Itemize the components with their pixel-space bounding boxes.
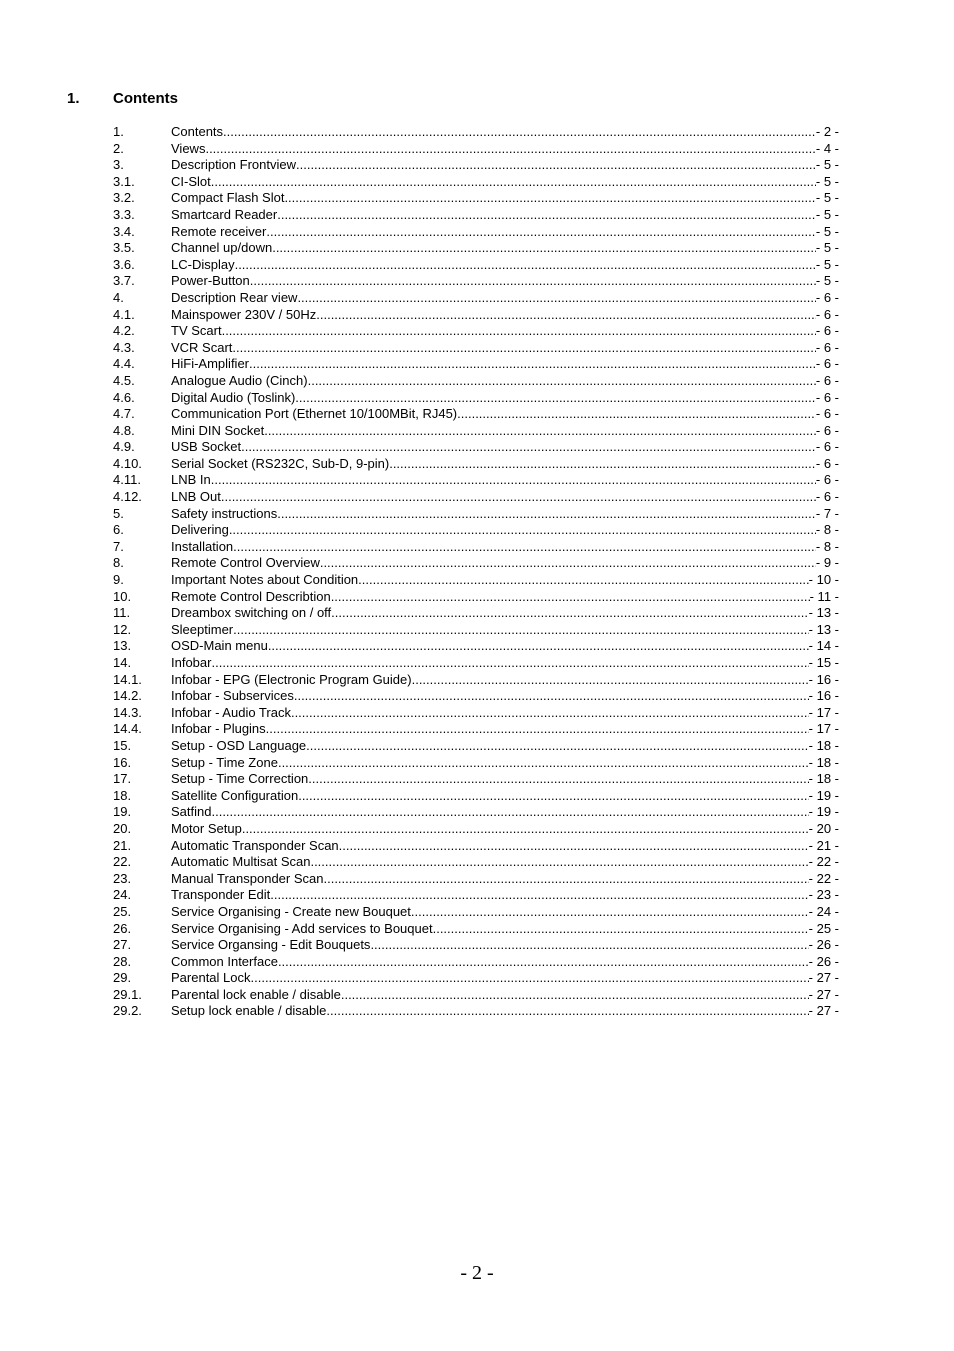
dot-leader (211, 174, 816, 191)
toc-entry-page: - 13 - (808, 621, 839, 637)
toc-entry-number: 3.1. (113, 173, 135, 189)
toc-entry-title: Service Organising - Add services to Bouquet (171, 920, 433, 936)
toc-entry[interactable] (113, 605, 839, 622)
toc-entry[interactable] (113, 838, 839, 855)
toc-entry-number: 3.5. (113, 240, 135, 256)
toc-entry-number: 17. (113, 771, 132, 787)
dot-leader (266, 224, 816, 241)
dot-leader (242, 821, 809, 838)
toc-entry[interactable] (113, 688, 839, 705)
dot-leader (268, 638, 809, 655)
dot-leader (412, 672, 809, 689)
toc-entry-number: 15. (113, 737, 132, 753)
toc-entry[interactable] (113, 273, 839, 290)
toc-entry-title: Mini DIN Socket (171, 422, 265, 438)
toc-entry-number: 29. (113, 970, 132, 986)
page-number: - 2 - (460, 1262, 494, 1284)
toc-entry-title: Digital Audio (Toslink) (171, 389, 296, 405)
toc-entry-number: 4.12. (113, 489, 142, 505)
toc-entry-title: Description Rear view (171, 289, 298, 305)
toc-entry-page: - 14 - (808, 638, 839, 654)
dot-leader (323, 871, 808, 888)
toc-entry-page: - 18 - (808, 737, 839, 753)
dot-leader (223, 124, 816, 141)
toc-entry-page: - 22 - (808, 854, 839, 870)
dot-leader (341, 987, 809, 1004)
toc-entry-number: 7. (113, 538, 124, 554)
toc-entry-number: 14. (113, 655, 132, 670)
toc-entry-title: Sleeptimer (171, 621, 234, 637)
toc-entry-page: - 6 - (815, 389, 839, 405)
toc-entry-title: Infobar - Subservices (171, 688, 294, 704)
toc-entry[interactable] (113, 788, 839, 805)
dot-leader (249, 356, 816, 373)
toc-entry[interactable] (113, 572, 839, 589)
toc-entry[interactable] (113, 257, 839, 274)
toc-entry-page: - 5 - (815, 173, 839, 189)
toc-entry[interactable] (113, 489, 839, 506)
toc-entry-title: Communication Port (Ethernet 10/100MBit, RJ45) (171, 406, 458, 422)
toc-entry-number: 11. (113, 605, 131, 621)
toc-entry-page: - 17 - (808, 704, 839, 720)
toc-entry[interactable] (113, 638, 839, 655)
toc-entry-page: - 6 - (815, 356, 839, 372)
toc-entry-number: 21. (113, 837, 132, 853)
toc-entry-title: CI-Slot (171, 173, 211, 189)
toc-entry[interactable] (113, 307, 839, 324)
toc-entry-title: Serial Socket (RS232C, Sub-D, 9-pin) (171, 455, 390, 471)
toc-entry-number: 4.2. (113, 323, 135, 339)
toc-entry-title: Parental lock enable / disable (171, 986, 341, 1002)
toc-entry[interactable] (113, 174, 839, 191)
toc-entry-page: - 26 - (808, 937, 839, 953)
toc-entry-page: - 7 - (815, 505, 839, 521)
toc-entry[interactable] (113, 190, 839, 207)
toc-entry-page: - 5 - (815, 273, 839, 289)
dot-leader (278, 954, 809, 971)
toc-entry-page: - 6 - (815, 472, 839, 488)
toc-entry-title: USB Socket (171, 439, 242, 455)
toc-entry-page: - 13 - (808, 605, 839, 621)
toc-entry-title: Infobar (171, 655, 212, 670)
toc-entry[interactable] (113, 472, 839, 489)
toc-entry-page: - 8 - (815, 522, 839, 538)
toc-entry-title: Safety instructions (171, 505, 278, 521)
toc-entry-title: Infobar - Plugins (171, 721, 266, 737)
toc-entry-page: - 16 - (808, 688, 839, 704)
toc-entry[interactable] (113, 390, 839, 407)
toc-entry[interactable] (113, 356, 839, 373)
dot-leader (266, 721, 809, 738)
toc-entry-page: - 4 - (815, 140, 839, 156)
dot-leader (235, 257, 816, 274)
toc-entry[interactable] (113, 323, 839, 340)
toc-entry-page: - 24 - (808, 903, 839, 919)
toc-entry[interactable] (113, 804, 839, 821)
dot-leader (205, 141, 815, 158)
toc-entry-number: 3.2. (113, 190, 135, 206)
toc-entry-number: 14.3. (113, 704, 142, 720)
toc-entry-number: 2. (113, 140, 124, 156)
toc-entry-number: 10. (113, 588, 132, 604)
toc-entry-title: Description Frontview (171, 157, 296, 173)
toc-entry-title: Contents (171, 124, 224, 139)
toc-entry-number: 28. (113, 953, 132, 969)
toc-entry-number: 26. (113, 920, 132, 936)
toc-entry-number: 3.7. (113, 273, 135, 289)
toc-entry-page: - 6 - (815, 439, 839, 455)
toc-entry[interactable] (113, 373, 839, 390)
toc-entry[interactable] (113, 124, 839, 141)
dot-leader (457, 406, 816, 423)
toc-entry-title: VCR Scart (171, 339, 233, 355)
toc-entry-title: Motor Setup (171, 820, 242, 836)
toc-entry[interactable] (113, 539, 839, 556)
toc-entry-number: 4.1. (113, 306, 135, 322)
toc-entry-page: - 9 - (815, 555, 839, 571)
toc-entry[interactable] (113, 755, 839, 772)
toc-entry-title: Installation (171, 538, 234, 554)
toc-entry-title: Parental Lock (171, 970, 251, 986)
toc-entry-number: 4.11. (113, 472, 141, 488)
toc-entry-title: Transponder Edit (171, 887, 271, 903)
toc-entry-title: HiFi-Amplifier (171, 356, 249, 372)
dot-leader (277, 207, 816, 224)
toc-entry-title: Channel up/down (171, 240, 273, 256)
dot-leader (433, 921, 809, 938)
toc-entry-title: Setup - Time Zone (171, 754, 278, 770)
toc-entry-number: 14.1. (113, 671, 142, 687)
dot-leader (211, 804, 808, 821)
toc-entry-number: 3.3. (113, 206, 135, 222)
toc-entry-page: - 6 - (815, 455, 839, 471)
dot-leader (250, 273, 816, 290)
toc-entry-title: Analogue Audio (Cinch) (171, 372, 308, 388)
toc-entry-title: Automatic Transponder Scan (171, 837, 339, 853)
dot-leader (277, 506, 816, 523)
toc-entry-page: - 20 - (808, 820, 839, 836)
toc-entry-title: TV Scart (171, 323, 222, 339)
dot-leader (278, 755, 809, 772)
toc-entry-title: LC-Display (171, 256, 235, 272)
toc-entry[interactable] (113, 854, 839, 871)
dot-leader (331, 589, 810, 606)
toc-entry-page: - 16 - (808, 671, 839, 687)
toc-entry-number: 4. (113, 289, 124, 305)
toc-entry-title: Setup lock enable / disable (171, 1003, 327, 1019)
dot-leader (308, 373, 816, 390)
toc-entry-number: 24. (113, 887, 132, 903)
toc-entry-title: Remote Control Describtion (171, 588, 331, 604)
toc-entry-number: 3.6. (113, 256, 135, 272)
dot-leader (296, 157, 816, 174)
toc-entry[interactable] (113, 904, 839, 921)
toc-entry-page: - 6 - (815, 323, 839, 339)
toc-entry-page: - 5 - (815, 223, 839, 239)
dot-leader (411, 904, 809, 921)
toc-entry-page: - 27 - (808, 970, 839, 986)
toc-entry-title: Common Interface (171, 953, 278, 969)
toc-entry[interactable] (113, 821, 839, 838)
toc-entry-number: 13. (113, 638, 132, 654)
toc-entry-title: Infobar - Audio Track (171, 704, 291, 720)
toc-entry-title: Remote Control Overview (171, 555, 320, 571)
toc-entry-title: Views (171, 140, 206, 156)
dot-leader (270, 887, 808, 904)
toc-entry-title: Delivering (171, 522, 229, 538)
toc-entry-page: - 6 - (815, 422, 839, 438)
toc-entry[interactable] (113, 871, 839, 888)
toc-entry-title: Mainspower 230V / 50Hz (171, 306, 317, 322)
dot-leader (320, 555, 816, 572)
toc-entry-title: Compact Flash Slot (171, 190, 285, 206)
toc-entry-page: - 25 - (808, 920, 839, 936)
toc-entry-page: - 6 - (815, 489, 839, 505)
toc-entry-page: - 5 - (815, 157, 839, 173)
toc-entry[interactable] (113, 456, 839, 473)
toc-entry-page: - 26 - (808, 953, 839, 969)
dot-leader (294, 688, 809, 705)
toc-entry-page: - 10 - (808, 572, 839, 588)
toc-entry-page: - 6 - (815, 339, 839, 355)
dot-leader (221, 489, 816, 506)
dot-leader (251, 970, 809, 987)
toc-entry[interactable] (113, 522, 839, 539)
section-heading (67, 90, 178, 107)
toc-entry[interactable] (113, 406, 839, 423)
toc-entry-page: - 21 - (808, 837, 839, 853)
toc-entry-title: Service Organsing - Edit Bouquets (171, 937, 371, 953)
toc-entry[interactable] (113, 622, 839, 639)
toc-entry[interactable] (113, 439, 839, 456)
dot-leader (291, 705, 809, 722)
toc-entry-page: - 18 - (808, 771, 839, 787)
toc-entry-title: Important Notes about Condition (171, 572, 359, 588)
toc-entry-title: Automatic Multisat Scan (171, 854, 311, 870)
toc-entry-number: 12. (113, 621, 132, 637)
toc-entry-title: Service Organising - Create new Bouquet (171, 903, 411, 919)
toc-entry-number: 23. (113, 870, 132, 886)
toc-entry[interactable] (113, 157, 839, 174)
toc-entry-number: 14.4. (113, 721, 142, 737)
toc-entry-page: - 5 - (815, 190, 839, 206)
dot-leader (339, 838, 809, 855)
toc-entry[interactable] (113, 290, 839, 307)
toc-entry-title: Satellite Configuration (171, 787, 299, 803)
dot-leader (264, 423, 816, 440)
toc-entry-page: - 11 - (809, 588, 839, 604)
toc-entry[interactable] (113, 589, 839, 606)
table-of-contents (113, 124, 839, 1020)
dot-leader (298, 788, 808, 805)
toc-entry[interactable] (113, 705, 839, 722)
toc-entry[interactable] (113, 954, 839, 971)
section-number: 1. (67, 90, 80, 107)
toc-entry-number: 1. (113, 124, 124, 139)
toc-entry-page: - 15 - (808, 655, 839, 670)
toc-entry-number: 3. (113, 157, 124, 173)
dot-leader (308, 771, 808, 788)
toc-entry[interactable] (113, 738, 839, 755)
toc-entry-page: - 6 - (815, 289, 839, 305)
toc-entry-number: 19. (113, 804, 132, 820)
toc-entry-number: 4.9. (113, 439, 135, 455)
dot-leader (331, 605, 808, 622)
dot-leader (284, 190, 815, 207)
dot-leader (295, 390, 816, 407)
toc-entry-title: Remote receiver (171, 223, 267, 239)
toc-entry[interactable] (113, 224, 839, 241)
toc-entry[interactable] (113, 1003, 839, 1020)
toc-entry-page: - 18 - (808, 754, 839, 770)
toc-entry-number: 14.2. (113, 688, 142, 704)
dot-leader (222, 323, 816, 340)
toc-entry-number: 16. (113, 754, 132, 770)
toc-entry-number: 5. (113, 505, 124, 521)
toc-entry-page: - 8 - (815, 538, 839, 554)
toc-entry-number: 27. (113, 937, 132, 953)
toc-entry-page: - 5 - (815, 206, 839, 222)
toc-entry[interactable] (113, 887, 839, 904)
toc-entry[interactable] (113, 937, 839, 954)
toc-entry-number: 4.4. (113, 356, 135, 372)
toc-entry-number: 4.6. (113, 389, 135, 405)
dot-leader (297, 290, 815, 307)
dot-leader (358, 572, 808, 589)
toc-entry-page: - 5 - (815, 240, 839, 256)
toc-entry-title: Infobar - EPG (Electronic Program Guide) (171, 671, 412, 687)
toc-entry[interactable] (113, 672, 839, 689)
dot-leader (306, 738, 809, 755)
toc-entry[interactable] (113, 771, 839, 788)
toc-entry-number: 18. (113, 787, 132, 803)
toc-entry-number: 25. (113, 903, 132, 919)
toc-entry[interactable] (113, 240, 839, 257)
toc-entry-title: Dreambox switching on / off (171, 605, 332, 621)
toc-entry-page: - 6 - (815, 372, 839, 388)
dot-leader (370, 937, 808, 954)
toc-entry-title: OSD-Main menu (171, 638, 268, 654)
toc-entry-title: Manual Transponder Scan (171, 870, 324, 886)
toc-entry-title: Power-Button (171, 273, 250, 289)
toc-entry-page: - 6 - (815, 306, 839, 322)
toc-entry[interactable] (113, 555, 839, 572)
dot-leader (326, 1003, 808, 1020)
dot-leader (389, 456, 816, 473)
toc-entry-title: Setup - OSD Language (171, 737, 307, 753)
dot-leader (233, 539, 816, 556)
toc-entry-page: - 23 - (808, 887, 839, 903)
dot-leader (316, 307, 816, 324)
toc-entry-number: 29.1. (113, 986, 142, 1002)
dot-leader (232, 340, 815, 357)
dot-leader (211, 472, 816, 489)
toc-entry[interactable] (113, 207, 839, 224)
toc-entry-page: - 19 - (808, 804, 839, 820)
toc-entry-number: 3.4. (113, 223, 135, 239)
dot-leader (310, 854, 808, 871)
dot-leader (211, 655, 808, 672)
toc-entry-page: - 17 - (808, 721, 839, 737)
toc-entry[interactable] (113, 423, 839, 440)
toc-entry[interactable] (113, 141, 839, 158)
toc-entry-title: Satfind (171, 804, 212, 820)
toc-entry[interactable] (113, 921, 839, 938)
toc-entry-title: LNB Out (171, 489, 221, 505)
toc-entry-number: 9. (113, 572, 124, 588)
toc-entry[interactable] (113, 970, 839, 987)
toc-entry-number: 22. (113, 854, 132, 870)
section-title: Contents (113, 90, 178, 107)
toc-entry-number: 6. (113, 522, 124, 538)
toc-entry-page: - 27 - (808, 1003, 839, 1019)
toc-entry-page: - 19 - (808, 787, 839, 803)
dot-leader (229, 522, 816, 539)
toc-entry-number: 8. (113, 555, 124, 571)
toc-entry-number: 4.5. (113, 372, 135, 388)
dot-leader (272, 240, 816, 257)
dot-leader (241, 439, 816, 456)
toc-entry[interactable] (113, 721, 839, 738)
toc-entry[interactable] (113, 655, 839, 672)
toc-entry[interactable] (113, 987, 839, 1004)
toc-entry-page: - 6 - (815, 406, 839, 422)
toc-entry-page: - 2 - (815, 124, 839, 139)
toc-entry-title: Smartcard Reader (171, 206, 278, 222)
toc-entry-title: Setup - Time Correction (171, 771, 309, 787)
toc-entry-number: 20. (113, 820, 132, 836)
toc-entry-page: - 5 - (815, 256, 839, 272)
toc-entry-title: LNB In (171, 472, 211, 488)
toc-entry-number: 4.3. (113, 339, 135, 355)
toc-entry[interactable] (113, 340, 839, 357)
toc-entry-page: - 27 - (808, 986, 839, 1002)
toc-entry-number: 4.8. (113, 422, 135, 438)
toc-entry-number: 4.7. (113, 406, 135, 422)
toc-entry[interactable] (113, 506, 839, 523)
toc-entry-number: 4.10. (113, 455, 142, 471)
dot-leader (233, 622, 809, 639)
toc-entry-page: - 22 - (808, 870, 839, 886)
toc-entry-number: 29.2. (113, 1003, 142, 1019)
